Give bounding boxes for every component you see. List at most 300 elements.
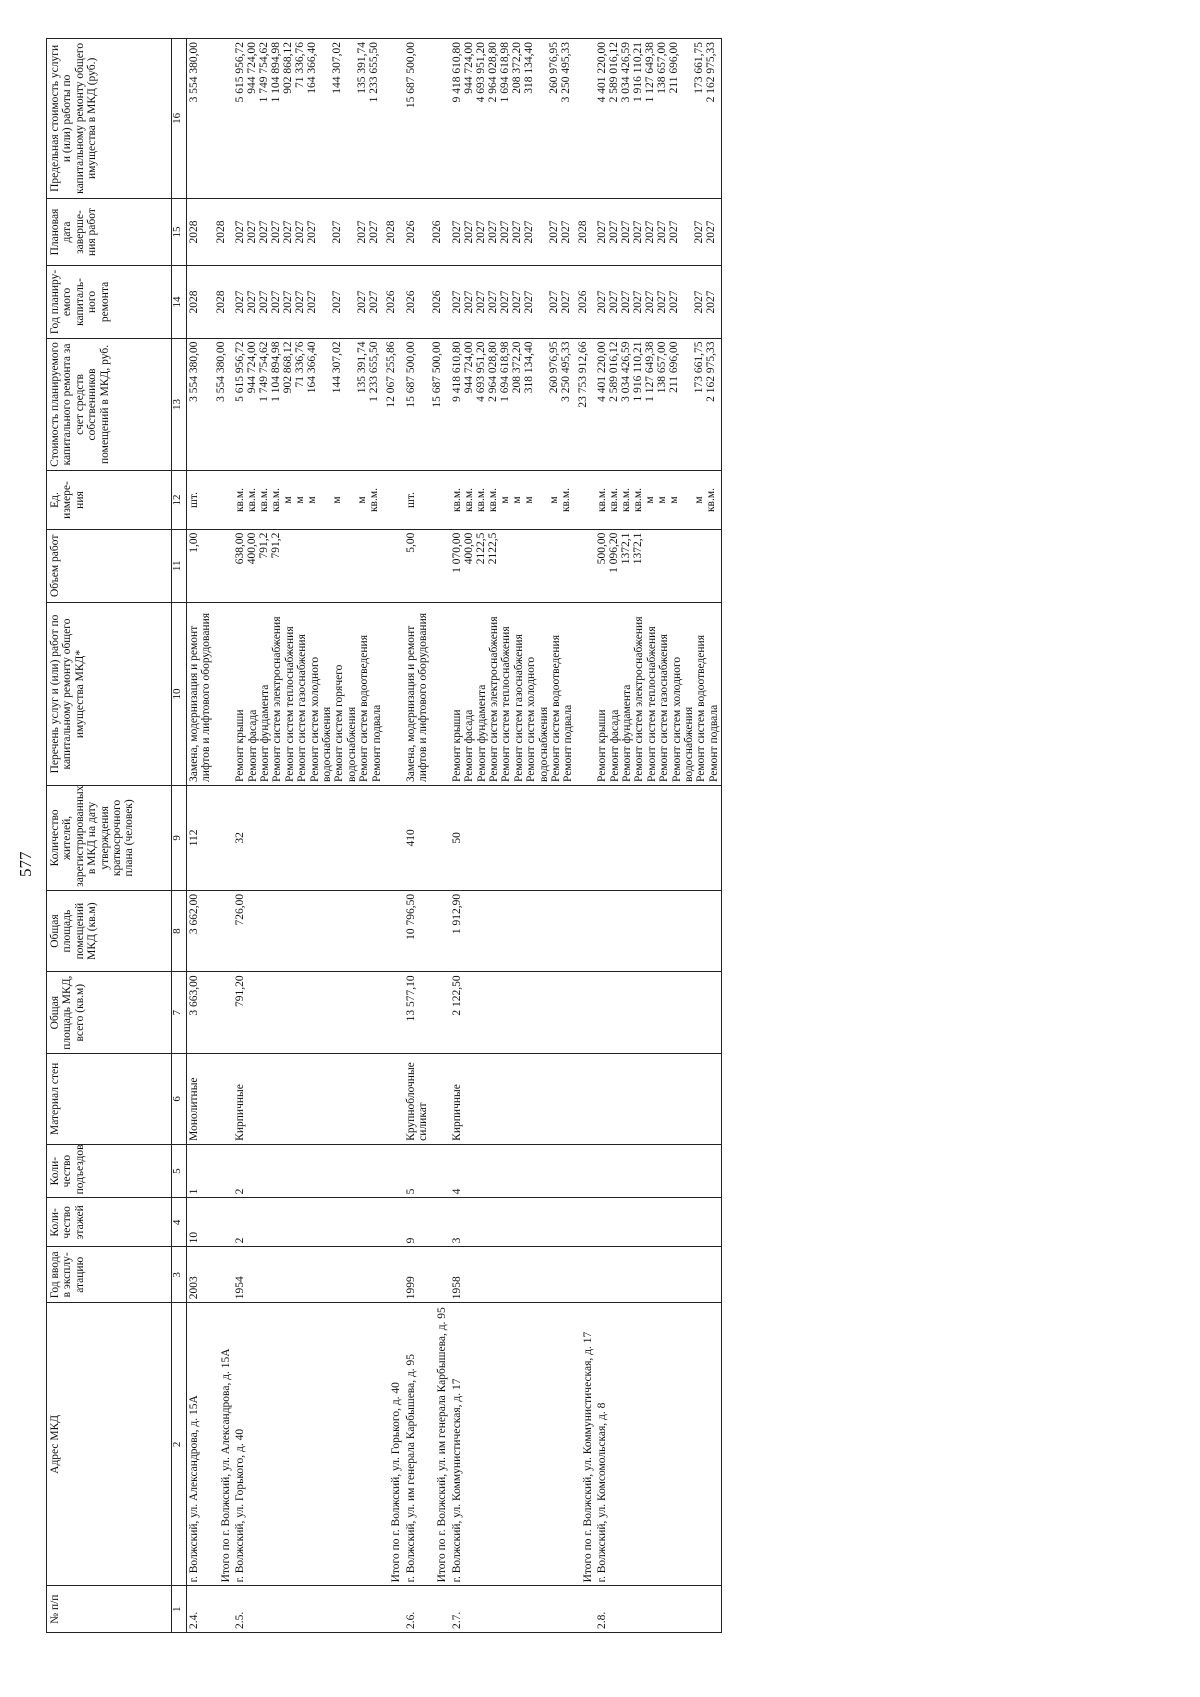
cell-line: Ремонт систем теплоснабжения	[645, 626, 658, 782]
cell-line: кв.м.	[462, 487, 475, 513]
cell-line: 2027	[356, 220, 369, 244]
column-header: Коли-чество этажей	[47, 1198, 172, 1247]
cell-volume	[214, 529, 233, 602]
cell-line: 2027	[368, 220, 381, 244]
cell-line: 2026	[431, 220, 444, 244]
cell-year	[384, 1247, 403, 1303]
cell-year-plan	[404, 266, 431, 338]
cell-material	[576, 1053, 595, 1144]
cell-works	[450, 603, 576, 786]
cell-line: 944 724,00	[462, 42, 475, 94]
cell-address: Итого по г. Волжский, ул. Александрова, д. 15А	[214, 1303, 233, 1586]
cell-line: 2027	[246, 290, 259, 314]
cell-year-plan	[576, 266, 595, 338]
cell-line: Ремонт фундамента	[475, 684, 488, 782]
cell-no: 2.6.	[404, 1586, 431, 1633]
cell-cost	[450, 338, 576, 471]
column-header: Плановая дата заверше-ния работ	[47, 198, 172, 266]
column-number-row	[172, 39, 187, 1633]
cell-date-end	[576, 198, 595, 266]
cell-line	[644, 533, 656, 599]
cell-line: м	[294, 496, 307, 504]
cell-line: 1 104 894,98	[270, 42, 283, 103]
column-number: 7	[172, 972, 187, 1054]
cell-entrances: 5	[404, 1144, 431, 1198]
cell-line: 2 964 028,80	[486, 341, 499, 402]
cell-line: 1 096,20	[608, 532, 621, 573]
cell-floors: 10	[187, 1198, 214, 1247]
cell-line: 400,00	[246, 532, 259, 565]
cell-year	[214, 1247, 233, 1303]
column-header: Год ввода в эксплу-атацию	[47, 1247, 172, 1303]
cell-line: 2027	[608, 220, 621, 244]
cell-line: 2027	[486, 220, 499, 244]
column-header: № п/п	[47, 1586, 172, 1633]
cell-area-total: 3 663,00	[187, 972, 214, 1054]
cell-year-plan	[595, 266, 722, 338]
cell-area-total	[576, 972, 595, 1054]
cell-line: 1 233 655,50	[368, 341, 381, 402]
cell-line: кв.м.	[608, 487, 621, 513]
cell-works	[214, 603, 233, 786]
cell-line	[294, 533, 306, 599]
cell-line: Ремонт систем газоснабжения	[512, 634, 525, 782]
cell-unit	[214, 471, 233, 529]
cell-limit	[450, 39, 576, 199]
column-header: Предельная стоимость услуги и (или) работы по капитальному ремонту общего имущества в МКД (руб.)	[47, 39, 172, 199]
cell-line: Ремонт систем водоотведения	[358, 635, 371, 782]
cell-line: 2027	[596, 220, 609, 244]
cell-line: 2026	[385, 290, 398, 314]
cell-line: 2027	[282, 220, 295, 244]
cell-line: Ремонт фасада	[246, 709, 259, 782]
column-number: 9	[172, 785, 187, 890]
cell-line: Замена, модернизация и ремонт лифтов и лифтового оборудования	[188, 612, 213, 782]
cell-line: м	[547, 496, 560, 504]
cell-date-end	[404, 198, 431, 266]
cell-line: 3 554 380,00	[214, 341, 227, 402]
cell-line: кв.м.	[486, 487, 499, 513]
cell-line: 2 162 975,33	[705, 341, 718, 402]
cell-floors	[430, 1198, 449, 1247]
cell-line: 318 134,40	[522, 341, 535, 394]
cell-limit	[404, 39, 431, 199]
cell-residents: 112	[187, 785, 214, 890]
cell-limit	[214, 39, 233, 199]
cell-line: 2027	[306, 220, 319, 244]
column-number: 5	[172, 1144, 187, 1198]
column-header: Год планиру-емого капиталь-ного ремонта	[47, 266, 172, 338]
cell-line: 2027	[705, 220, 718, 244]
cell-line: м	[356, 496, 369, 504]
cell-works	[595, 603, 722, 786]
cell-line: 2027	[547, 290, 560, 314]
cell-unit	[430, 471, 449, 529]
cell-line: кв.м.	[450, 487, 463, 513]
cell-line: 944 724,00	[246, 42, 259, 94]
cell-line: 2 964 028,80	[486, 42, 499, 103]
cell-line	[523, 533, 548, 599]
cell-residents	[576, 785, 595, 890]
cell-line: м	[306, 496, 319, 504]
cell-line: 318 134,40	[522, 42, 535, 94]
cell-line: 260 976,95	[547, 42, 560, 94]
cell-line: 2 589 016,12	[608, 42, 621, 103]
cell-cost	[576, 338, 595, 471]
cell-line: Ремонт систем электроснабжения	[487, 616, 500, 782]
cell-line: 4 401 220,00	[596, 341, 609, 402]
cell-line	[693, 533, 705, 599]
cell-limit	[595, 39, 722, 199]
cell-date-end	[384, 198, 403, 266]
cell-residents	[214, 785, 233, 890]
cell-line: 2027	[644, 290, 657, 314]
cell-line: кв.м.	[620, 487, 633, 513]
cell-line: 164 366,40	[306, 341, 319, 394]
cell-limit	[576, 39, 595, 199]
cell-area-total	[430, 972, 449, 1054]
cell-line: Ремонт систем горячего водоснабжения	[333, 664, 358, 782]
cell-line: 2027	[270, 290, 283, 314]
cell-volume	[233, 529, 384, 602]
cell-year	[576, 1247, 595, 1303]
cell-line: 902 868,12	[282, 341, 295, 394]
cell-volume	[595, 529, 722, 602]
cell-no	[214, 1586, 233, 1633]
cell-line	[560, 533, 572, 599]
cell-line: 4 693 951,20	[474, 341, 487, 402]
cell-line: 15 687 500,00	[404, 42, 417, 109]
cell-line: 9 418 610,80	[450, 341, 463, 402]
cell-entrances	[214, 1144, 233, 1198]
cell-area-total	[214, 972, 233, 1054]
cell-year-plan	[233, 266, 384, 338]
cell-unit	[233, 471, 384, 529]
cell-line: 1 749 754,62	[258, 341, 271, 402]
column-header: Стоимость планируемого капитального ремонта за счет средств собственников помещений в МКД, руб.	[47, 338, 172, 471]
cell-line: 2027	[294, 220, 307, 244]
cell-line: 2027	[258, 220, 271, 244]
cell-residents	[595, 785, 722, 890]
cell-address: Итого по г. Волжский, ул. им генерала Карбышева, д. 95	[430, 1303, 449, 1586]
cell-line	[331, 533, 356, 599]
cell-line: Ремонт систем холодного водоснабжения	[525, 656, 550, 782]
cell-line: Ремонт крыши	[450, 709, 463, 782]
cell-entrances: 2	[233, 1144, 384, 1198]
cell-address: г. Волжский, ул. Коммунистическая, д. 17	[450, 1303, 576, 1586]
cell-year-plan	[430, 266, 449, 338]
cell-line: 260 976,95	[547, 341, 560, 394]
cell-line	[705, 533, 717, 599]
cell-line: Ремонт систем газоснабжения	[658, 634, 671, 782]
cell-entrances	[430, 1144, 449, 1198]
cell-line: 2027	[693, 290, 706, 314]
cell-residents: 32	[233, 785, 384, 890]
cell-cost	[187, 338, 214, 471]
cell-volume	[576, 529, 595, 602]
cell-line	[656, 533, 668, 599]
cell-line: 3 554 380,00	[188, 341, 200, 402]
cell-entrances	[595, 1144, 722, 1198]
cell-line: 211 696,00	[668, 341, 681, 393]
cell-line: Ремонт подвала	[370, 704, 383, 782]
cell-date-end	[214, 198, 233, 266]
cell-limit	[384, 39, 403, 199]
table-row	[450, 39, 576, 1633]
cell-area-total	[595, 972, 722, 1054]
cell-line: Ремонт фасада	[463, 709, 476, 782]
column-header: Материал стен	[47, 1053, 172, 1144]
cell-line: 135 391,74	[356, 42, 369, 94]
cell-line: 138 657,00	[656, 42, 669, 94]
cell-area-rooms: 726,00	[233, 890, 384, 972]
cell-line: кв.м.	[632, 487, 645, 513]
cell-line: 2027	[474, 220, 487, 244]
cell-floors: 3	[450, 1198, 576, 1247]
cell-line: 902 868,12	[282, 42, 295, 94]
cell-line: 2027	[559, 290, 572, 314]
cell-volume	[430, 529, 449, 602]
cell-material: Кирпичные	[233, 1053, 384, 1144]
cell-area-rooms: 1 912,90	[450, 890, 576, 972]
cell-line: м	[522, 496, 535, 504]
cell-volume	[450, 529, 576, 602]
cell-line: м	[498, 496, 511, 504]
cell-line: 1 104 894,98	[270, 341, 283, 402]
cell-line: 2027	[331, 290, 344, 314]
cell-line: 2027	[522, 290, 535, 314]
cell-line: м	[693, 496, 706, 504]
cell-floors	[595, 1198, 722, 1247]
cell-line	[511, 533, 523, 599]
cell-line: 2027	[246, 220, 259, 244]
cell-limit	[430, 39, 449, 199]
cell-line: 2027	[620, 290, 633, 314]
cell-entrances: 1	[187, 1144, 214, 1198]
column-number: 13	[172, 338, 187, 471]
cell-line: 1 070,00	[450, 532, 463, 573]
cell-material: Крупноблочные силикат	[404, 1053, 431, 1144]
cell-line: 2026	[576, 290, 589, 314]
total-row	[384, 39, 403, 1633]
cell-line: 2027	[522, 220, 535, 244]
cell-line: кв.м.	[368, 487, 381, 513]
cell-year: 2003	[187, 1247, 214, 1303]
cell-material	[384, 1053, 403, 1144]
cell-line: 500,00	[596, 532, 609, 565]
column-number: 8	[172, 890, 187, 972]
cell-no: 2.4.	[187, 1586, 214, 1633]
cell-date-end	[450, 198, 576, 266]
cell-line: 2027	[270, 220, 283, 244]
cell-line	[306, 533, 331, 599]
cell-line: 2028	[188, 220, 200, 244]
cell-line: шт.	[404, 492, 417, 508]
cell-line: Ремонт крыши	[596, 709, 609, 782]
cell-line: 2028	[385, 220, 398, 244]
cell-line: 5 615 956,72	[234, 341, 247, 402]
cell-no	[430, 1586, 449, 1633]
cell-line: м	[644, 496, 657, 504]
cell-material	[595, 1053, 722, 1144]
cell-line: Ремонт систем холодного водоснабжения	[308, 656, 334, 782]
cell-cost	[404, 338, 431, 471]
cell-area-rooms	[384, 890, 403, 972]
cell-material: Кирпичные	[450, 1053, 576, 1144]
cell-line: 2 162 975,33	[705, 42, 718, 103]
cell-floors	[214, 1198, 233, 1247]
cell-line: 2027	[510, 220, 523, 244]
cell-line: 4 401 220,00	[596, 42, 609, 103]
cell-line: 208 372,20	[510, 341, 523, 394]
column-number: 1	[172, 1586, 187, 1633]
cell-line: 2027	[656, 220, 669, 244]
cell-line: 173 661,75	[693, 341, 706, 394]
column-number: 12	[172, 471, 187, 529]
cell-address: г. Волжский, ул. Горького, д. 40	[233, 1303, 384, 1586]
cell-year	[595, 1247, 722, 1303]
cell-year-plan	[214, 266, 233, 338]
column-number: 16	[172, 39, 187, 199]
cell-line: 2027	[644, 220, 657, 244]
table-row	[187, 39, 214, 1633]
cell-no: 2.8.	[595, 1586, 722, 1633]
cell-line: 144 307,02	[331, 341, 344, 394]
cell-line: 5,00	[404, 532, 417, 553]
column-number: 6	[172, 1053, 187, 1144]
cell-works	[187, 603, 214, 786]
cell-residents: 50	[450, 785, 576, 890]
column-header: Общая площадь МКД, всего (кв.м)	[47, 972, 172, 1054]
cell-line: 1 916 110,21	[632, 42, 645, 102]
cell-area-total: 791,20	[233, 972, 384, 1054]
table-row	[595, 39, 722, 1633]
cell-line	[499, 533, 511, 599]
cell-area-rooms: 3 662,00	[187, 890, 214, 972]
cell-line: 71 336,76	[294, 42, 307, 88]
cell-line: кв.м.	[705, 487, 718, 513]
cell-area-total: 13 577,10	[404, 972, 431, 1054]
column-number: 15	[172, 198, 187, 266]
cell-line: 2027	[632, 290, 645, 314]
cell-line: 15 687 500,00	[404, 341, 417, 408]
column-number: 10	[172, 603, 187, 786]
cell-line: 2027	[620, 220, 633, 244]
cell-line: 9 418 610,80	[450, 42, 463, 103]
column-header: Адрес МКД	[47, 1303, 172, 1586]
cell-address: г. Волжский, ул. Комсомольская, д. 8	[595, 1303, 722, 1586]
cell-line: 2027	[608, 290, 621, 314]
cell-no: 2.5.	[233, 1586, 384, 1633]
cell-line: 3 034 426,59	[620, 341, 633, 402]
cell-line	[282, 533, 294, 599]
cell-area-rooms	[576, 890, 595, 972]
cell-works	[384, 603, 403, 786]
cell-date-end	[233, 198, 384, 266]
cell-works	[576, 603, 595, 786]
cell-line: 2027	[294, 290, 307, 314]
cell-date-end	[595, 198, 722, 266]
column-header: Перечень услуг и (или) работ по капитальному ремонту общего имущества МКД*	[47, 603, 172, 786]
cell-residents	[384, 785, 403, 890]
cell-line: 1 233 655,50	[368, 42, 381, 103]
cell-line: 2027	[474, 290, 487, 314]
table-row	[404, 39, 431, 1633]
cell-unit	[576, 471, 595, 529]
cell-line: 2 589 016,12	[608, 341, 621, 402]
cell-line: 1 694 618,98	[498, 341, 511, 402]
cell-line: 15 687 500,00	[431, 341, 444, 408]
cell-volume	[187, 529, 214, 602]
cell-floors	[384, 1198, 403, 1247]
cell-line: 638,00	[234, 532, 247, 565]
cell-line: 2028	[214, 290, 227, 314]
cell-line: 144 307,02	[331, 42, 344, 94]
cell-line	[668, 533, 693, 599]
cell-line: Ремонт систем холодного водоснабжения	[670, 656, 696, 782]
cell-area-rooms: 10 796,50	[404, 890, 431, 972]
cell-material	[214, 1053, 233, 1144]
table-row	[233, 39, 384, 1633]
cell-limit	[233, 39, 384, 199]
cell-date-end	[187, 198, 214, 266]
cell-year	[430, 1247, 449, 1303]
cell-line: 71 336,76	[294, 341, 307, 388]
cell-no	[384, 1586, 403, 1633]
cell-line: 2027	[510, 290, 523, 314]
cell-line: 1372,1	[620, 532, 633, 565]
cell-line: 2027	[306, 290, 319, 314]
cell-unit	[595, 471, 722, 529]
cell-line: Ремонт систем теплоснабжения	[283, 626, 296, 782]
cell-line	[356, 533, 368, 599]
cell-floors	[576, 1198, 595, 1247]
column-number: 3	[172, 1247, 187, 1303]
cell-line: 2028	[576, 220, 589, 244]
cell-line: 791,2	[258, 532, 271, 559]
cell-line: 2027	[547, 220, 560, 244]
cell-residents	[430, 785, 449, 890]
cell-line: 2026	[404, 220, 417, 244]
cell-line: 2027	[596, 290, 609, 314]
cell-line: 138 657,00	[656, 341, 669, 394]
cell-line: Ремонт систем газоснабжения	[296, 634, 309, 782]
cell-no: 2.7.	[450, 1586, 576, 1633]
cell-line: 2027	[632, 220, 645, 244]
cell-line: 791,2	[270, 532, 283, 559]
cell-line: 1 694 618,98	[498, 42, 511, 103]
cell-line: кв.м.	[270, 487, 283, 513]
cell-line: 2027	[693, 220, 706, 244]
cell-line: 2027	[668, 290, 681, 314]
cell-line: 4 693 951,20	[474, 42, 487, 103]
cell-line: кв.м.	[234, 487, 247, 513]
cell-line: Ремонт систем электроснабжения	[633, 616, 646, 782]
cell-cost	[214, 338, 233, 471]
cell-year-plan	[187, 266, 214, 338]
cell-line: 2027	[498, 290, 511, 314]
column-number: 11	[172, 529, 187, 602]
cell-limit	[187, 39, 214, 199]
cell-line: 1372,1	[632, 532, 645, 565]
cell-floors: 2	[233, 1198, 384, 1247]
cell-floors: 9	[404, 1198, 431, 1247]
cell-unit	[187, 471, 214, 529]
cell-works	[233, 603, 384, 786]
cell-material: Монолитные	[187, 1053, 214, 1144]
cell-line: 3 250 495,33	[559, 341, 572, 402]
total-row	[430, 39, 449, 1633]
